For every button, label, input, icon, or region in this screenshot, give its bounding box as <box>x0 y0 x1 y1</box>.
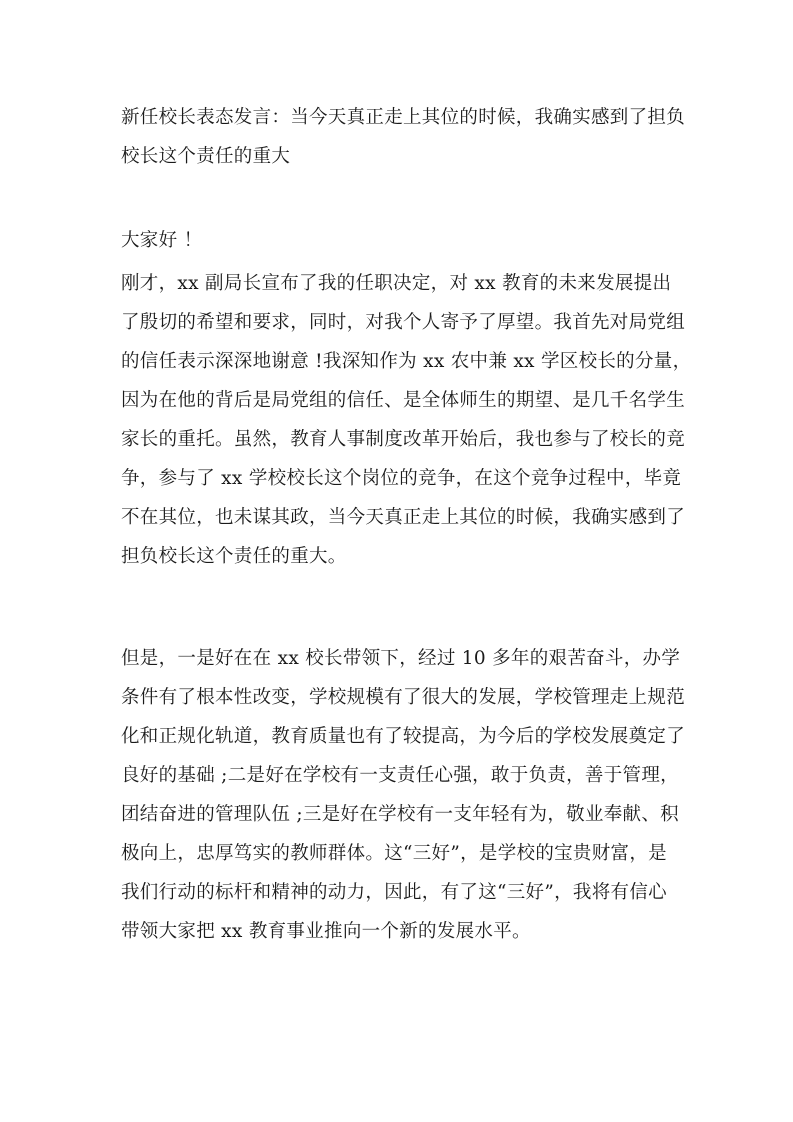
paragraph-line: 家长的重托。虽然，教育人事制度改革开始后，我也参与了校长的竞 <box>121 429 686 450</box>
paragraph-line: 刚才，xx 副局长宣布了我的任职决定，对 xx 教育的未来发展提出 <box>121 273 672 294</box>
paragraph-line: 化和正规化轨道，教育质量也有了较提高，为今后的学校发展奠定了 <box>121 726 686 747</box>
paragraph-line: 良好的基础 ;二是好在学校有一支责任心强，敢于负责，善于管理， <box>121 765 679 786</box>
paragraph-line: 但是，一是好在在 xx 校长带领下，经过 10 多年的艰苦奋斗，办学 <box>121 648 681 669</box>
greeting: 大家好 ！ <box>121 230 203 251</box>
paragraph-line: 的信任表示深深地谢意 !我深知作为 xx 农中兼 xx 学区校长的分量， <box>121 351 692 372</box>
paragraph-line: 担负校长这个责任的重大。 <box>121 546 347 567</box>
paragraph-line: 不在其位，也未谋其政，当今天真正走上其位的时候，我确实感到了 <box>121 507 686 528</box>
paragraph-line: 我们行动的标杆和精神的动力，因此，有了这“三好”，我将有信心 <box>121 882 667 903</box>
paragraph-line: 条件有了根本性改变，学校规模有了很大的发展，学校管理走上规范 <box>121 687 686 708</box>
paragraph-line: 带领大家把 xx 教育事业推向一个新的发展水平。 <box>121 921 531 942</box>
title-line: 校长这个责任的重大 <box>121 146 291 167</box>
paragraph-line: 极向上，忠厚笃实的教师群体。这“三好”，是学校的宝贵财富，是 <box>121 843 667 864</box>
paragraph-line: 了殷切的希望和要求，同时，对我个人寄予了厚望。我首先对局党组 <box>121 312 686 333</box>
paragraph-line: 团结奋进的管理队伍 ;三是好在学校有一支年轻有为，敬业奉献、积 <box>121 804 679 825</box>
title-line: 新任校长表态发言：当今天真正走上其位的时候，我确实感到了担负 <box>121 107 686 128</box>
paragraph-line: 争，参与了 xx 学校校长这个岗位的竞争，在这个竞争过程中，毕竟 <box>121 468 682 489</box>
paragraph-line: 因为在他的背后是局党组的信任、是全体师生的期望、是几千名学生 <box>121 390 686 411</box>
